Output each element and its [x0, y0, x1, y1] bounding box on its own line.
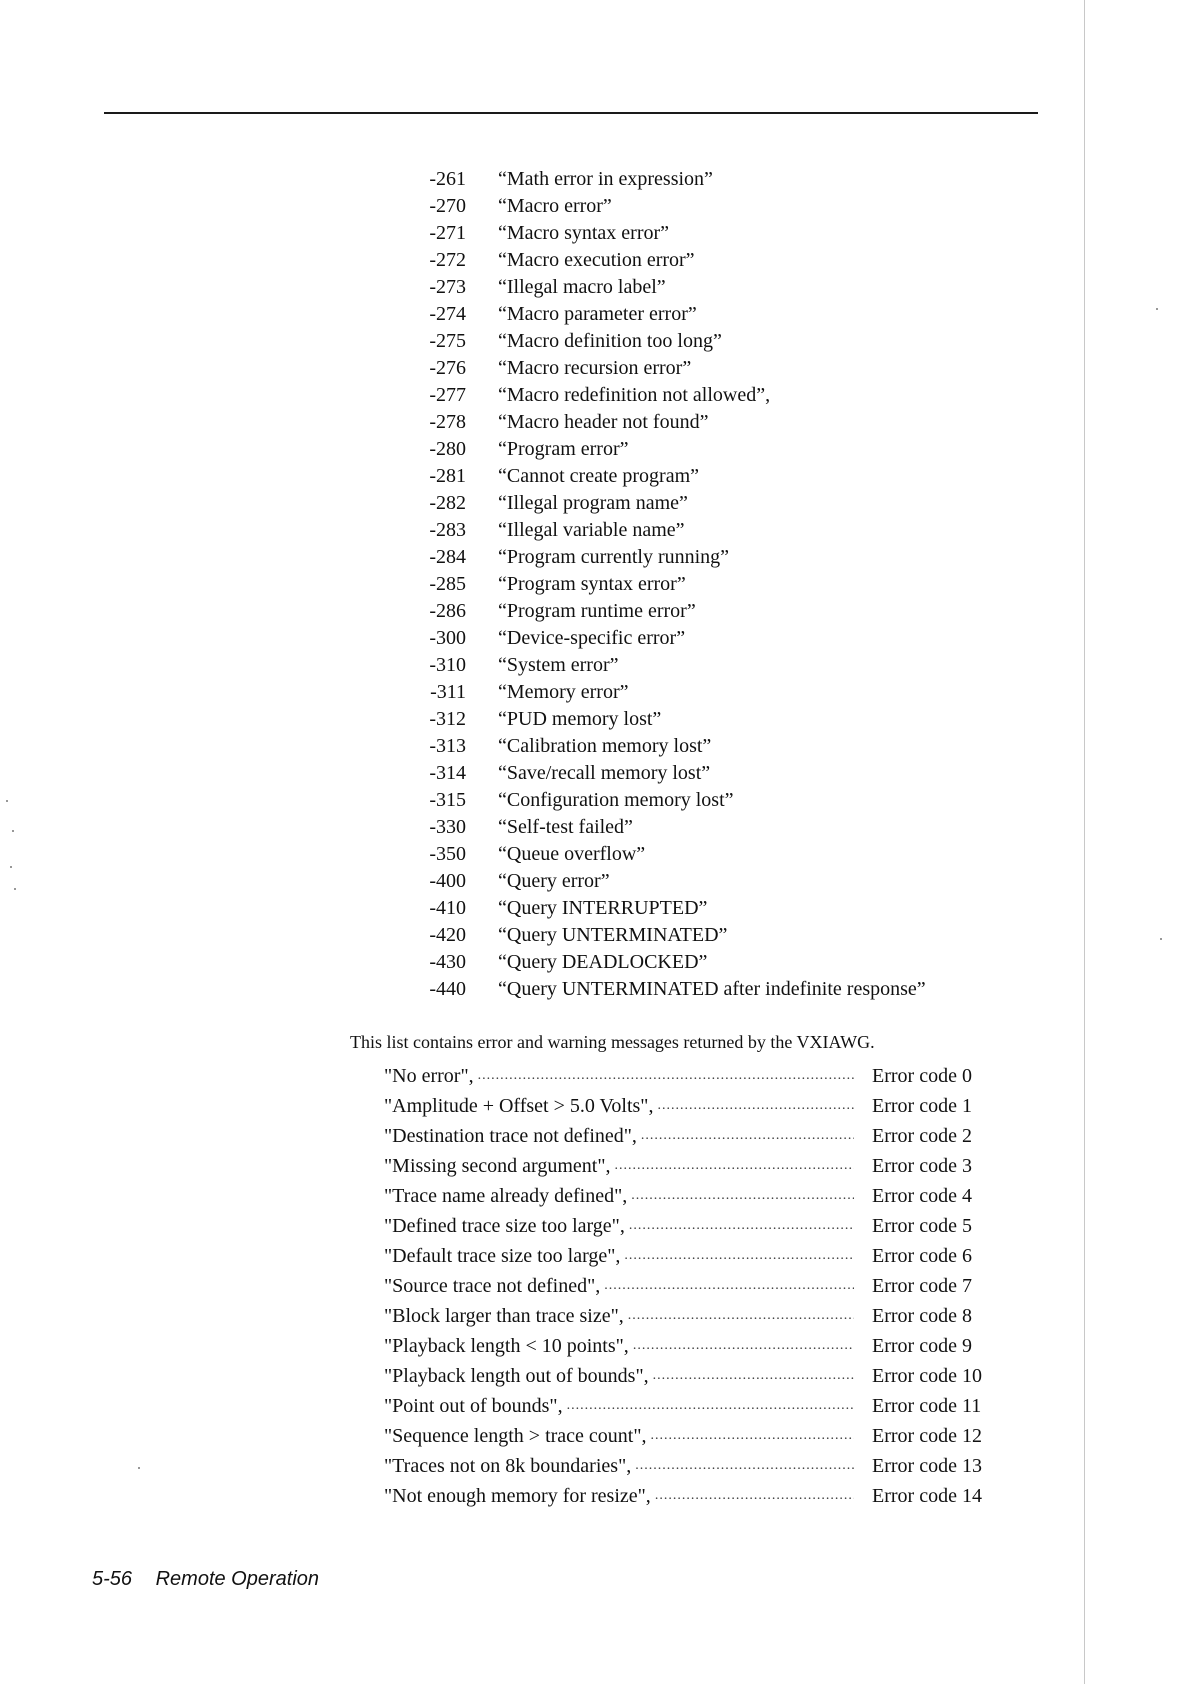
vxi-error-code: Error code 0 [872, 1065, 972, 1087]
error-message: “Math error in expression” [498, 168, 713, 190]
scpi-error-list [400, 166, 1020, 1003]
vxi-error-message: "Default trace size too large", [384, 1245, 621, 1267]
vxi-error-row [384, 1331, 1024, 1361]
error-row [400, 733, 1020, 760]
vxi-message-cell [384, 1451, 854, 1481]
vxi-error-code: Error code 4 [872, 1185, 972, 1207]
error-row [400, 922, 1020, 949]
error-message: “Queue overflow” [498, 843, 646, 865]
vxi-error-row [384, 1091, 1024, 1121]
vxi-error-message: "Defined trace size too large", [384, 1215, 625, 1237]
error-code: -310 [429, 654, 466, 676]
error-message: “Cannot create program” [498, 465, 700, 487]
dot-leader [651, 1421, 854, 1451]
error-row [400, 571, 1020, 598]
error-code: -314 [429, 762, 466, 784]
error-row [400, 463, 1020, 490]
error-code: -350 [429, 843, 466, 865]
vxi-error-message: "Point out of bounds", [384, 1395, 563, 1417]
vxi-error-row [384, 1061, 1024, 1091]
error-message: “Macro syntax error” [498, 222, 670, 244]
vxi-error-message: "Missing second argument", [384, 1155, 611, 1177]
dot-leader [628, 1301, 854, 1331]
vxi-error-message: "Traces not on 8k boundaries", [384, 1455, 632, 1477]
error-message: “System error” [498, 654, 619, 676]
error-row [400, 328, 1020, 355]
page-number: 5-56 [92, 1568, 133, 1590]
dot-leader [631, 1181, 854, 1211]
vxi-error-row [384, 1181, 1024, 1211]
error-message: “PUD memory lost” [498, 708, 662, 730]
error-code: -273 [429, 276, 466, 298]
vxi-error-row [384, 1481, 1024, 1511]
vxi-error-code: Error code 8 [872, 1305, 972, 1327]
vxi-error-message: "Destination trace not defined", [384, 1125, 637, 1147]
vxi-error-message: "No error", [384, 1065, 474, 1087]
vxi-error-row [384, 1151, 1024, 1181]
vxi-error-code: Error code 10 [872, 1365, 982, 1387]
scan-speck [1160, 938, 1162, 940]
error-code: -300 [429, 627, 466, 649]
error-row [400, 166, 1020, 193]
dot-leader [641, 1121, 854, 1151]
vxi-message-cell [384, 1301, 854, 1331]
error-code: -261 [429, 168, 466, 190]
error-row [400, 247, 1020, 274]
error-message: “Illegal macro label” [498, 276, 666, 298]
vxi-message-cell [384, 1271, 854, 1301]
error-row [400, 355, 1020, 382]
error-code: -440 [429, 978, 466, 1000]
error-row [400, 706, 1020, 733]
error-message: “Program syntax error” [498, 573, 686, 595]
page-edge-line [1084, 0, 1085, 1684]
error-code: -270 [429, 195, 466, 217]
error-code: -285 [429, 573, 466, 595]
error-message: “Illegal variable name” [498, 519, 685, 541]
error-message: “Query UNTERMINATED” [498, 924, 728, 946]
vxi-message-cell [384, 1061, 854, 1091]
vxi-message-cell [384, 1091, 854, 1121]
dot-leader [615, 1151, 855, 1181]
vxi-error-code: Error code 6 [872, 1245, 972, 1267]
vxi-message-cell [384, 1481, 854, 1511]
vxi-error-code: Error code 14 [872, 1485, 982, 1507]
vxi-error-code: Error code 13 [872, 1455, 982, 1477]
error-message: “Self-test failed” [498, 816, 633, 838]
vxi-error-message: "Sequence length > trace count", [384, 1425, 647, 1447]
vxi-error-row [384, 1241, 1024, 1271]
error-code: -274 [429, 303, 466, 325]
vxi-error-message: "Amplitude + Offset > 5.0 Volts", [384, 1095, 654, 1117]
dot-leader [629, 1211, 854, 1241]
error-row [400, 841, 1020, 868]
scan-speck [138, 1467, 140, 1469]
error-message: “Program currently running” [498, 546, 730, 568]
error-row [400, 949, 1020, 976]
error-code: -430 [429, 951, 466, 973]
error-row [400, 544, 1020, 571]
vxi-message-cell [384, 1241, 854, 1271]
vxi-error-code: Error code 9 [872, 1335, 972, 1357]
vxi-error-row [384, 1421, 1024, 1451]
vxi-error-row [384, 1121, 1024, 1151]
error-message: “Save/recall memory lost” [498, 762, 711, 784]
dot-leader [604, 1271, 854, 1301]
vxi-error-code: Error code 5 [872, 1215, 972, 1237]
error-row [400, 895, 1020, 922]
error-row [400, 517, 1020, 544]
vxi-error-code: Error code 3 [872, 1155, 972, 1177]
error-code: -281 [429, 465, 466, 487]
error-row [400, 787, 1020, 814]
error-code: -330 [429, 816, 466, 838]
vxi-error-code: Error code 7 [872, 1275, 972, 1297]
error-row [400, 652, 1020, 679]
error-code: -280 [429, 438, 466, 460]
error-row [400, 760, 1020, 787]
error-message: “Macro definition too long” [498, 330, 722, 352]
vxi-error-code: Error code 1 [872, 1095, 972, 1117]
error-message: “Calibration memory lost” [498, 735, 712, 757]
error-code: -286 [429, 600, 466, 622]
error-code: -275 [429, 330, 466, 352]
error-message: “Configuration memory lost” [498, 789, 734, 811]
scan-speck [14, 888, 16, 890]
error-row [400, 409, 1020, 436]
error-code: -277 [429, 384, 466, 406]
vxi-error-message: "Trace name already defined", [384, 1185, 628, 1207]
dot-leader [653, 1361, 854, 1391]
error-row [400, 220, 1020, 247]
scan-speck [10, 866, 12, 868]
dot-leader [567, 1391, 854, 1421]
error-message: “Macro parameter error” [498, 303, 697, 325]
error-message: “Macro execution error” [498, 249, 695, 271]
vxi-message-cell [384, 1181, 854, 1211]
error-code: -410 [429, 897, 466, 919]
scan-speck [12, 830, 14, 832]
vxi-error-message: "Playback length out of bounds", [384, 1365, 649, 1387]
error-row [400, 598, 1020, 625]
error-message: “Memory error” [498, 681, 629, 703]
error-code: -278 [429, 411, 466, 433]
scan-speck [1156, 308, 1158, 310]
error-message: “Macro error” [498, 195, 612, 217]
dot-leader [478, 1061, 854, 1091]
vxi-error-row [384, 1211, 1024, 1241]
error-message: “Query INTERRUPTED” [498, 897, 708, 919]
vxi-message-cell [384, 1421, 854, 1451]
error-row [400, 490, 1020, 517]
error-code: -313 [429, 735, 466, 757]
error-row [400, 301, 1020, 328]
error-code: -312 [429, 708, 466, 730]
error-code: -283 [429, 519, 466, 541]
header-rule [104, 112, 1038, 114]
vxi-error-message: "Not enough memory for resize", [384, 1485, 651, 1507]
vxiawg-error-list [384, 1061, 1024, 1511]
dot-leader [624, 1241, 854, 1271]
error-row [400, 625, 1020, 652]
vxi-error-row [384, 1271, 1024, 1301]
error-code: -282 [429, 492, 466, 514]
error-code: -276 [429, 357, 466, 379]
vxi-error-code: Error code 11 [872, 1395, 982, 1417]
error-row [400, 436, 1020, 463]
dot-leader [655, 1481, 854, 1511]
error-message: “Query DEADLOCKED” [498, 951, 708, 973]
vxi-message-cell [384, 1211, 854, 1241]
scan-speck [6, 800, 8, 802]
error-message: “Device-specific error” [498, 627, 686, 649]
error-message: “Illegal program name” [498, 492, 688, 514]
error-code: -272 [429, 249, 466, 271]
error-message: “Query UNTERMINATED after indefinite response” [498, 978, 926, 1000]
error-code: -284 [429, 546, 466, 568]
error-row [400, 193, 1020, 220]
vxi-error-message: "Source trace not defined", [384, 1275, 601, 1297]
vxi-message-cell [384, 1361, 854, 1391]
error-message: “Query error” [498, 870, 610, 892]
vxi-intro-text: This list contains error and warning messages returned by the VXIAWG. [350, 1032, 875, 1052]
vxi-error-row [384, 1391, 1024, 1421]
dot-leader [633, 1331, 854, 1361]
error-code: -311 [430, 681, 466, 703]
error-message: “Macro recursion error” [498, 357, 692, 379]
error-message: “Program runtime error” [498, 600, 696, 622]
vxi-error-row [384, 1361, 1024, 1391]
error-code: -315 [429, 789, 466, 811]
vxi-error-row [384, 1301, 1024, 1331]
vxi-error-code: Error code 2 [872, 1125, 972, 1147]
page-footer [92, 1568, 319, 1591]
error-row [400, 382, 1020, 409]
error-message: “Macro redefinition not allowed”, [498, 384, 771, 406]
vxi-message-cell [384, 1151, 854, 1181]
error-row [400, 868, 1020, 895]
error-row [400, 679, 1020, 706]
error-code: -400 [429, 870, 466, 892]
vxi-message-cell [384, 1391, 854, 1421]
vxi-error-message: "Playback length < 10 points", [384, 1335, 629, 1357]
error-message: “Macro header not found” [498, 411, 709, 433]
error-row [400, 274, 1020, 301]
error-row [400, 976, 1020, 1003]
section-title: Remote Operation [155, 1568, 320, 1590]
error-message: “Program error” [498, 438, 629, 460]
dot-leader [657, 1091, 854, 1121]
error-code: -420 [429, 924, 466, 946]
vxi-error-message: "Block larger than trace size", [384, 1305, 624, 1327]
vxi-message-cell [384, 1331, 854, 1361]
vxi-error-row [384, 1451, 1024, 1481]
vxi-error-code: Error code 12 [872, 1425, 982, 1447]
dot-leader [635, 1451, 854, 1481]
error-code: -271 [429, 222, 466, 244]
error-row [400, 814, 1020, 841]
vxi-message-cell [384, 1121, 854, 1151]
